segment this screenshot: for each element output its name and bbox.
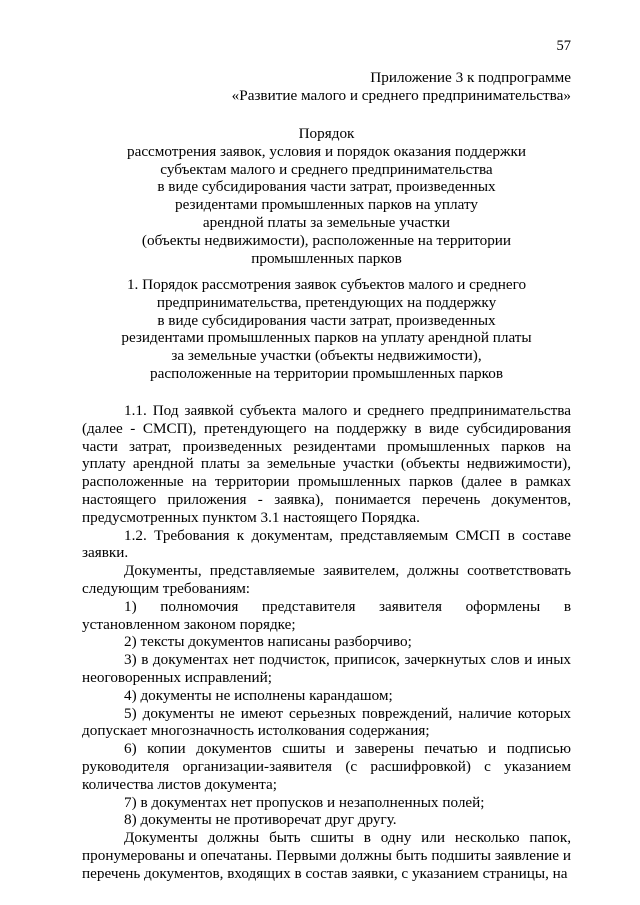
section-1-heading xyxy=(82,276,571,383)
title-line: промышленных парков xyxy=(251,249,402,267)
body-text xyxy=(82,402,571,883)
paragraph-requirements-intro: Документы, представляемые заявителем, должны соответствовать следующим требованиям: xyxy=(82,562,571,597)
title-line: резидентами промышленных парков на уплату xyxy=(174,196,479,214)
section-heading-line: резидентами промышленных парков на уплату арендной платы xyxy=(121,329,532,347)
section-heading-line: в виде субсидирования части затрат, произведенных xyxy=(157,311,496,329)
appendix-block xyxy=(232,69,571,105)
appendix-line-1: Приложение 3 к подпрограмме xyxy=(370,69,571,86)
title-line: рассмотрения заявок, условия и порядок оказания поддержки xyxy=(126,142,527,160)
requirement-item: 6) копии документов сшиты и заверены печатью и подписью руководителя организации-заявителя (с расшифровкой) с указанием количества листов документа; xyxy=(82,740,571,793)
paragraph-1-1: 1.1. Под заявкой субъекта малого и среднего предпринимательства (далее - СМСП), претендующего на поддержку в виде субсидирования части затрат, произведенных резидентами промышленных парков на уплату арендной платы за земельные участки (объекты недвижимости), расположенные на территории промышленных парков (далее в рамках настоящего приложения - заявка), понимается перечень документов, предусмотренных пунктом 3.1 настоящего Порядка. xyxy=(82,402,571,526)
title-line: арендной платы за земельные участки xyxy=(202,213,451,231)
section-heading-line: предпринимательства, претендующих на поддержку xyxy=(156,293,497,311)
paragraph-1-2: 1.2. Требования к документам, представляемым СМСП в составе заявки. xyxy=(82,526,571,562)
requirement-item: 7) в документах нет пропусков и незаполненных полей; xyxy=(124,793,485,811)
requirement-item: 5) документы не имеют серьезных повреждений, наличие которых допускает многозначность истолкования содержания; xyxy=(82,704,571,740)
paragraph-binding: Документы должны быть сшиты в одну или несколько папок, пронумерованы и опечатаны. Первыми должны быть подшиты заявление и перечень документов, входящих в состав заявки, с указанием страницы, на xyxy=(82,829,571,882)
requirement-item: 2) тексты документов написаны разборчиво; xyxy=(124,633,412,651)
title-line: субъектам малого и среднего предпринимательства xyxy=(160,160,493,178)
section-heading-line: расположенные на территории промышленных парков xyxy=(150,364,503,382)
requirement-item: 4) документы не исполнены карандашом; xyxy=(124,686,393,704)
section-heading-line: 1. Порядок рассмотрения заявок субъектов малого и среднего xyxy=(126,276,527,293)
page-number: 57 xyxy=(556,38,571,54)
requirement-item: 8) документы не противоречат друг другу. xyxy=(124,811,397,829)
appendix-line-2: «Развитие малого и среднего предпринимательства» xyxy=(231,86,571,104)
section-heading-line: за земельные участки (объекты недвижимости), xyxy=(171,347,482,365)
requirement-item: 1) полномочия представителя заявителя оформлены в установленном законом порядке; xyxy=(82,597,571,633)
requirement-item: 3) в документах нет подчисток, приписок, зачеркнутых слов и иных неоговоренных исправлений; xyxy=(82,651,571,686)
title-line: в виде субсидирования части затрат, произведенных xyxy=(157,178,496,196)
document-title xyxy=(82,125,571,267)
title-heading: Порядок xyxy=(298,125,355,142)
title-line: (объекты недвижимости), расположенные на территории xyxy=(141,231,512,249)
